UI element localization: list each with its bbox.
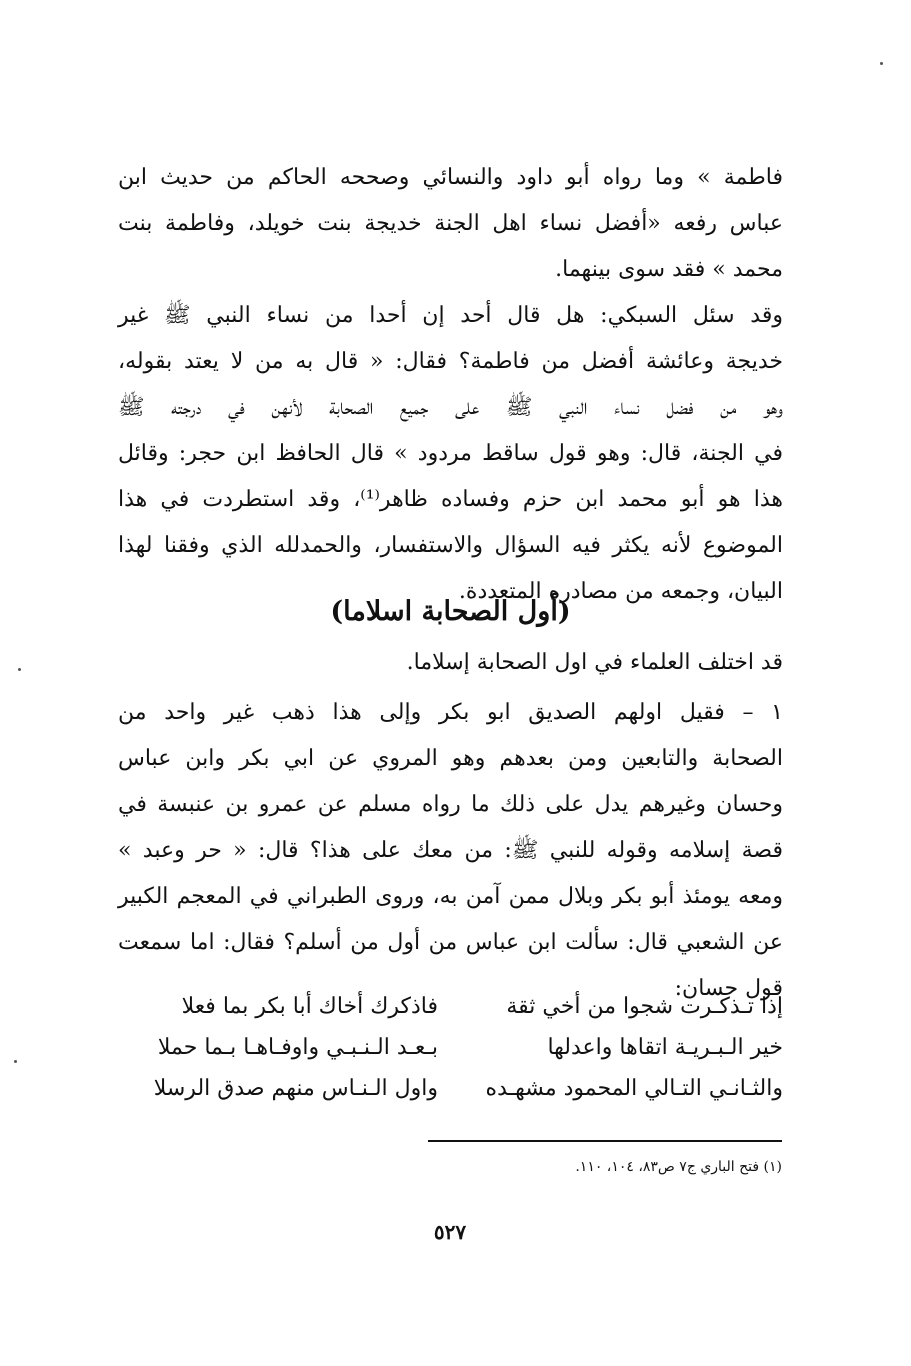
page-number: ٥٢٧ <box>433 1220 467 1244</box>
text-line: قول حسان: <box>674 976 783 1001</box>
text-line: قصة إسلامه وقوله للنبي ﷺ: من معك على هذا؟ قال: « حر وعبد » <box>118 838 783 863</box>
poem <box>118 986 783 1109</box>
poem-verse <box>118 986 783 1027</box>
text-line: هذا هو أبو محمد ابن حزم وفساده ظاهر⁽¹⁾، وقد استطردت في هذا <box>118 487 783 512</box>
text-line: محمد » فقد سوى بينهما. <box>555 257 783 282</box>
scan-speck <box>14 1060 17 1063</box>
poem-verse <box>118 1027 783 1068</box>
verse-second-half: واول الـنـاس منهم صدق الرسلا <box>153 1076 438 1101</box>
text-line: البيان، وجمعه من مصادره المتعددة. <box>458 579 783 604</box>
text-line: عن الشعبي قال: سألت ابن عباس من أول من أسلم؟ فقال: اما سمعت <box>118 930 783 955</box>
paragraph-2 <box>118 293 783 615</box>
text-line: ١ – فقيل اولهم الصديق ابو بكر وإلى هذا ذهب غير واحد من <box>118 700 783 725</box>
text-line: خديجة وعائشة أفضل من فاطمة؟ فقال: « قال به من لا يعتد بقوله، <box>118 349 783 374</box>
text-line: الصحابة والتابعين ومن بعدهم وهو المروي عن ابي بكر وابن عباس <box>118 746 783 771</box>
scan-speck <box>880 62 883 65</box>
text-line: قد اختلف العلماء في اول الصحابة إسلاما. <box>406 650 783 675</box>
text-line: وهو من فضل نساء النبي ﷺ على جميع الصحابة لأنهن في درجته ﷺ <box>118 395 783 420</box>
text-line: عباس رفعه «أفضل نساء اهل الجنة خديجة بنت خويلد، وفاطمة بنت <box>118 211 783 236</box>
footnote: (١) فتح الباري ج٧ ص٨٣، ١٠٤، ١١٠. <box>575 1159 782 1175</box>
text-line: في الجنة، قال: وهو قول ساقط مردود » قال الحافظ ابن حجر: وقائل <box>118 441 783 466</box>
verse-first-half: والثـانـي التـالي المحمود مشهـده <box>485 1076 783 1101</box>
section-heading: (أول الصحابة اسلاما) <box>330 596 571 627</box>
verse-first-half: خير الـبـريـة اتقاها واعدلها <box>547 1035 783 1060</box>
text-line: الموضوع لأنه يكثر فيه السؤال والاستفسار، والحمدلله الذي وفقنا لهذا <box>118 533 783 558</box>
poem-verse <box>118 1068 783 1109</box>
verse-second-half: فاذكرك أخاك أبا بكر بما فعلا <box>181 994 438 1019</box>
text-line: ومعه يومئذ أبو بكر وبلال ممن آمن به، وروى الطبراني في المعجم الكبير <box>118 884 783 909</box>
paragraph-1 <box>118 155 783 293</box>
text-line: وقد سئل السبكي: هل قال أحد إن أحدا من نساء النبي ﷺ غير <box>118 303 783 328</box>
paragraph-4 <box>118 690 783 1012</box>
footnote-divider <box>428 1140 782 1142</box>
paragraph-3 <box>118 640 783 686</box>
text-line: وحسان وغيرهم يدل على ذلك ما رواه مسلم عن عمرو بن عنبسة في <box>118 792 783 817</box>
text-line: فاطمة » وما رواه أبو داود والنسائي وصححه الحاكم من حديث ابن <box>118 165 783 190</box>
scan-speck <box>18 668 21 671</box>
verse-second-half: بـعـد الـنـبـي واوفـاهـا بـما حملا <box>157 1035 438 1060</box>
verse-first-half: إذا تـذكـرت شجوا من أخي ثقة <box>506 994 783 1019</box>
